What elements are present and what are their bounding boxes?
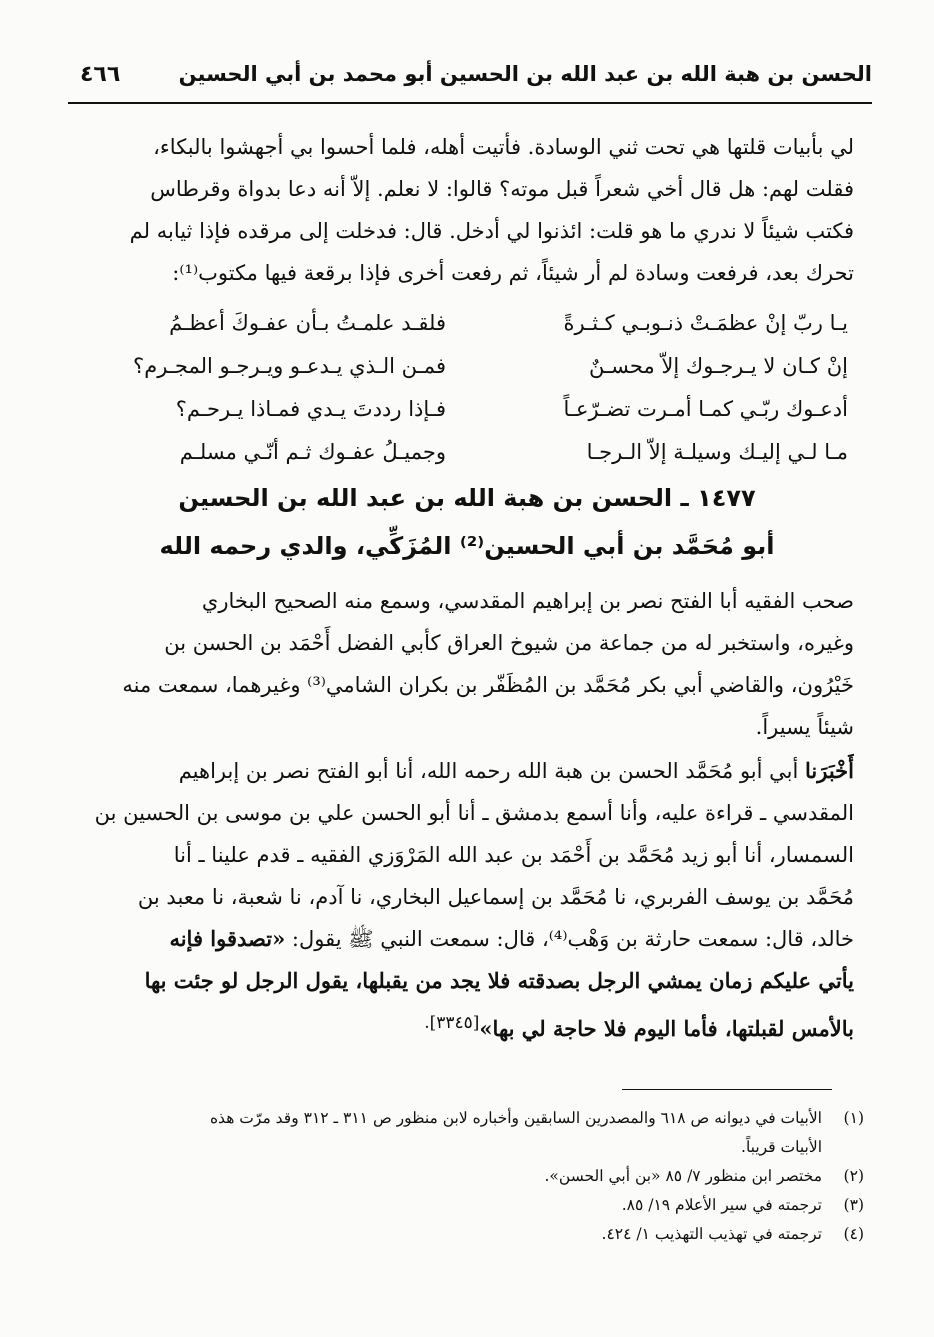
entry-title-line1: ١٤٧٧ ـ الحسن بن هبة الله بن عبد الله بن الحسين — [178, 484, 756, 512]
hadith-matn-line: يأتي عليكم زمان يمشي الرجل بصدقته فلا يجد من يقبلها، يقول الرجل لو جئت بها — [144, 968, 854, 993]
hadith-matn: بالأمس لقبلتها، فأما اليوم فلا حاجة لي بها» — [479, 1016, 854, 1041]
isnad-text: أبي أبو مُحَمَّد الحسن بن هبة الله رحمه الله، أنا أبو الفتح نصر بن إبراهيم — [178, 759, 806, 783]
verse-row — [86, 431, 848, 474]
footnote-number: (١) — [843, 1109, 864, 1127]
verse-row — [86, 345, 848, 388]
footnote-text: ترجمته في سير الأعلام ١٩/ ٨٥. — [621, 1196, 822, 1214]
entry-heading — [80, 474, 854, 570]
footnotes — [80, 1104, 864, 1249]
text-line: مُحَمَّد بن يوسف الفربري، نا مُحَمَّد بن إسماعيل البخاري، نا آدم، نا شعبة، نا معبد بن — [137, 885, 854, 909]
verse-second-hemistich: وجميـلُ عفـوك ثـم أنّـي مسلـم — [179, 440, 446, 464]
text-line: لي بأبيات قلتها هي تحت ثني الوسادة. فأتيت أهله، فلما أحسوا بي أجهشوا بالبكاء، — [153, 135, 854, 159]
verse-first-hemistich: مـا لـي إليـك وسيلـة إلاّ الـرجـا — [586, 440, 848, 464]
footnote-text: الأبيات في ديوانه ص ٦١٨ والمصدرين السابقين وأخباره لابن منظور ص ٣١١ ـ ٣١٢ وقد مرّت هذه — [209, 1109, 822, 1127]
verse-first-hemistich: أدعـوك ربّـي كمـا أمـرت تضـرّعـاً — [563, 397, 848, 421]
verse-row — [86, 388, 848, 431]
text-line: فقلت لهم: هل قال أخي شعراً قبل موته؟ قالوا: لا نعلم. إلاّ أنه دعا بدواة وقرطاس — [150, 177, 854, 201]
text-line: خَيْرُون، والقاضي أبي بكر مُحَمَّد بن المُظَفّر بن بكران الشامي⁽³⁾ وغيرهما، سمعت منه — [122, 673, 854, 697]
hadith-paragraph — [80, 750, 854, 1050]
footnote — [80, 1104, 864, 1133]
poem — [86, 302, 848, 474]
footnote-number: (٢) — [843, 1167, 864, 1185]
footnote-text: مختصر ابن منظور ٧/ ٨٥ «بن أبي الحسن». — [544, 1167, 822, 1185]
isnad-text: خالد، قال: سمعت حارثة بن وَهْب⁽⁴⁾، قال: سمعت النبي ﷺ يقول: — [285, 927, 854, 951]
biography-paragraph — [80, 580, 854, 748]
footnote-text: ترجمته في تهذيب التهذيب ١/ ٤٢٤. — [601, 1225, 822, 1243]
text-line: وغيره، واستخبر له من جماعة من شيوخ العراق كأبي الفضل أَحْمَد بن الحسن بن — [164, 631, 854, 655]
footnote — [80, 1162, 864, 1191]
text-line — [80, 918, 854, 960]
footnote — [80, 1220, 864, 1249]
verse-row — [86, 302, 848, 345]
footnote — [80, 1191, 864, 1220]
intro-paragraph — [80, 126, 854, 294]
footnote-separator — [622, 1089, 832, 1090]
isnad-lead: أَخْبَرَنا — [805, 758, 854, 783]
text-line: تحرك بعد، فرفعت وسادة لم أر شيئاً، ثم رفعت أخرى فإذا برقعة فيها مكتوب⁽¹⁾: — [172, 261, 854, 285]
verse-first-hemistich: إنْ كـان لا يـرجـوك إلاّ محسـنٌ — [589, 354, 848, 378]
text-line: صحب الفقيه أبا الفتح نصر بن إبراهيم المقدسي، وسمع منه الصحيح البخاري — [201, 589, 854, 613]
hadith-matn: «تصدقوا فإنه — [169, 926, 286, 951]
footnote-number: (٤) — [843, 1225, 864, 1243]
text-line — [80, 1002, 854, 1050]
hadith-reference: [٣٣٤٥]. — [424, 1013, 480, 1033]
header-title: الحسن بن هبة الله بن عبد الله بن الحسين أبو محمد بن أبي الحسين — [178, 62, 872, 86]
text-line: السمسار، أنا أبو زيد مُحَمَّد بن أَحْمَد بن عبد الله المَرْوَزي الفقيه ـ قدم علينا ـ أنا — [173, 843, 854, 867]
text-line: المقدسي ـ قراءة عليه، وأنا أسمع بدمشق ـ أنا أبو الحسن علي بن موسى بن الحسين بن — [94, 801, 854, 825]
footnote-number: (٣) — [843, 1196, 864, 1214]
verse-first-hemistich: يـا ربّ إنْ عظمَـتْ ذنـوبـي كـثـرةً — [563, 311, 848, 335]
verse-second-hemistich: فـإذا رددتَ يـدي فمـاذا يـرحـم؟ — [175, 397, 446, 421]
entry-title-line2: أبو مُحَمَّد بن أبي الحسين⁽²⁾ المُزَكِّي، والدي رحمه الله — [159, 532, 775, 560]
verse-second-hemistich: فمـن الـذي يـدعـو ويـرجـو المجـرم؟ — [133, 354, 446, 378]
text-line: شيئاً يسيراً. — [755, 715, 854, 739]
page-number: ٤٦٦ — [80, 62, 121, 87]
text-line — [80, 750, 854, 792]
footnote-continuation: الأبيات قريباً. — [741, 1138, 822, 1156]
running-header — [68, 58, 872, 104]
verse-second-hemistich: فلقـد علمـتُ بـأن عفـوكَ أعظـمُ — [169, 311, 446, 335]
text-line: فكتب شيئاً لا ندري ما هو قلت: ائذنوا لي أدخل. قال: فدخلت إلى مرقده فإذا ثيابه لم — [129, 219, 854, 243]
